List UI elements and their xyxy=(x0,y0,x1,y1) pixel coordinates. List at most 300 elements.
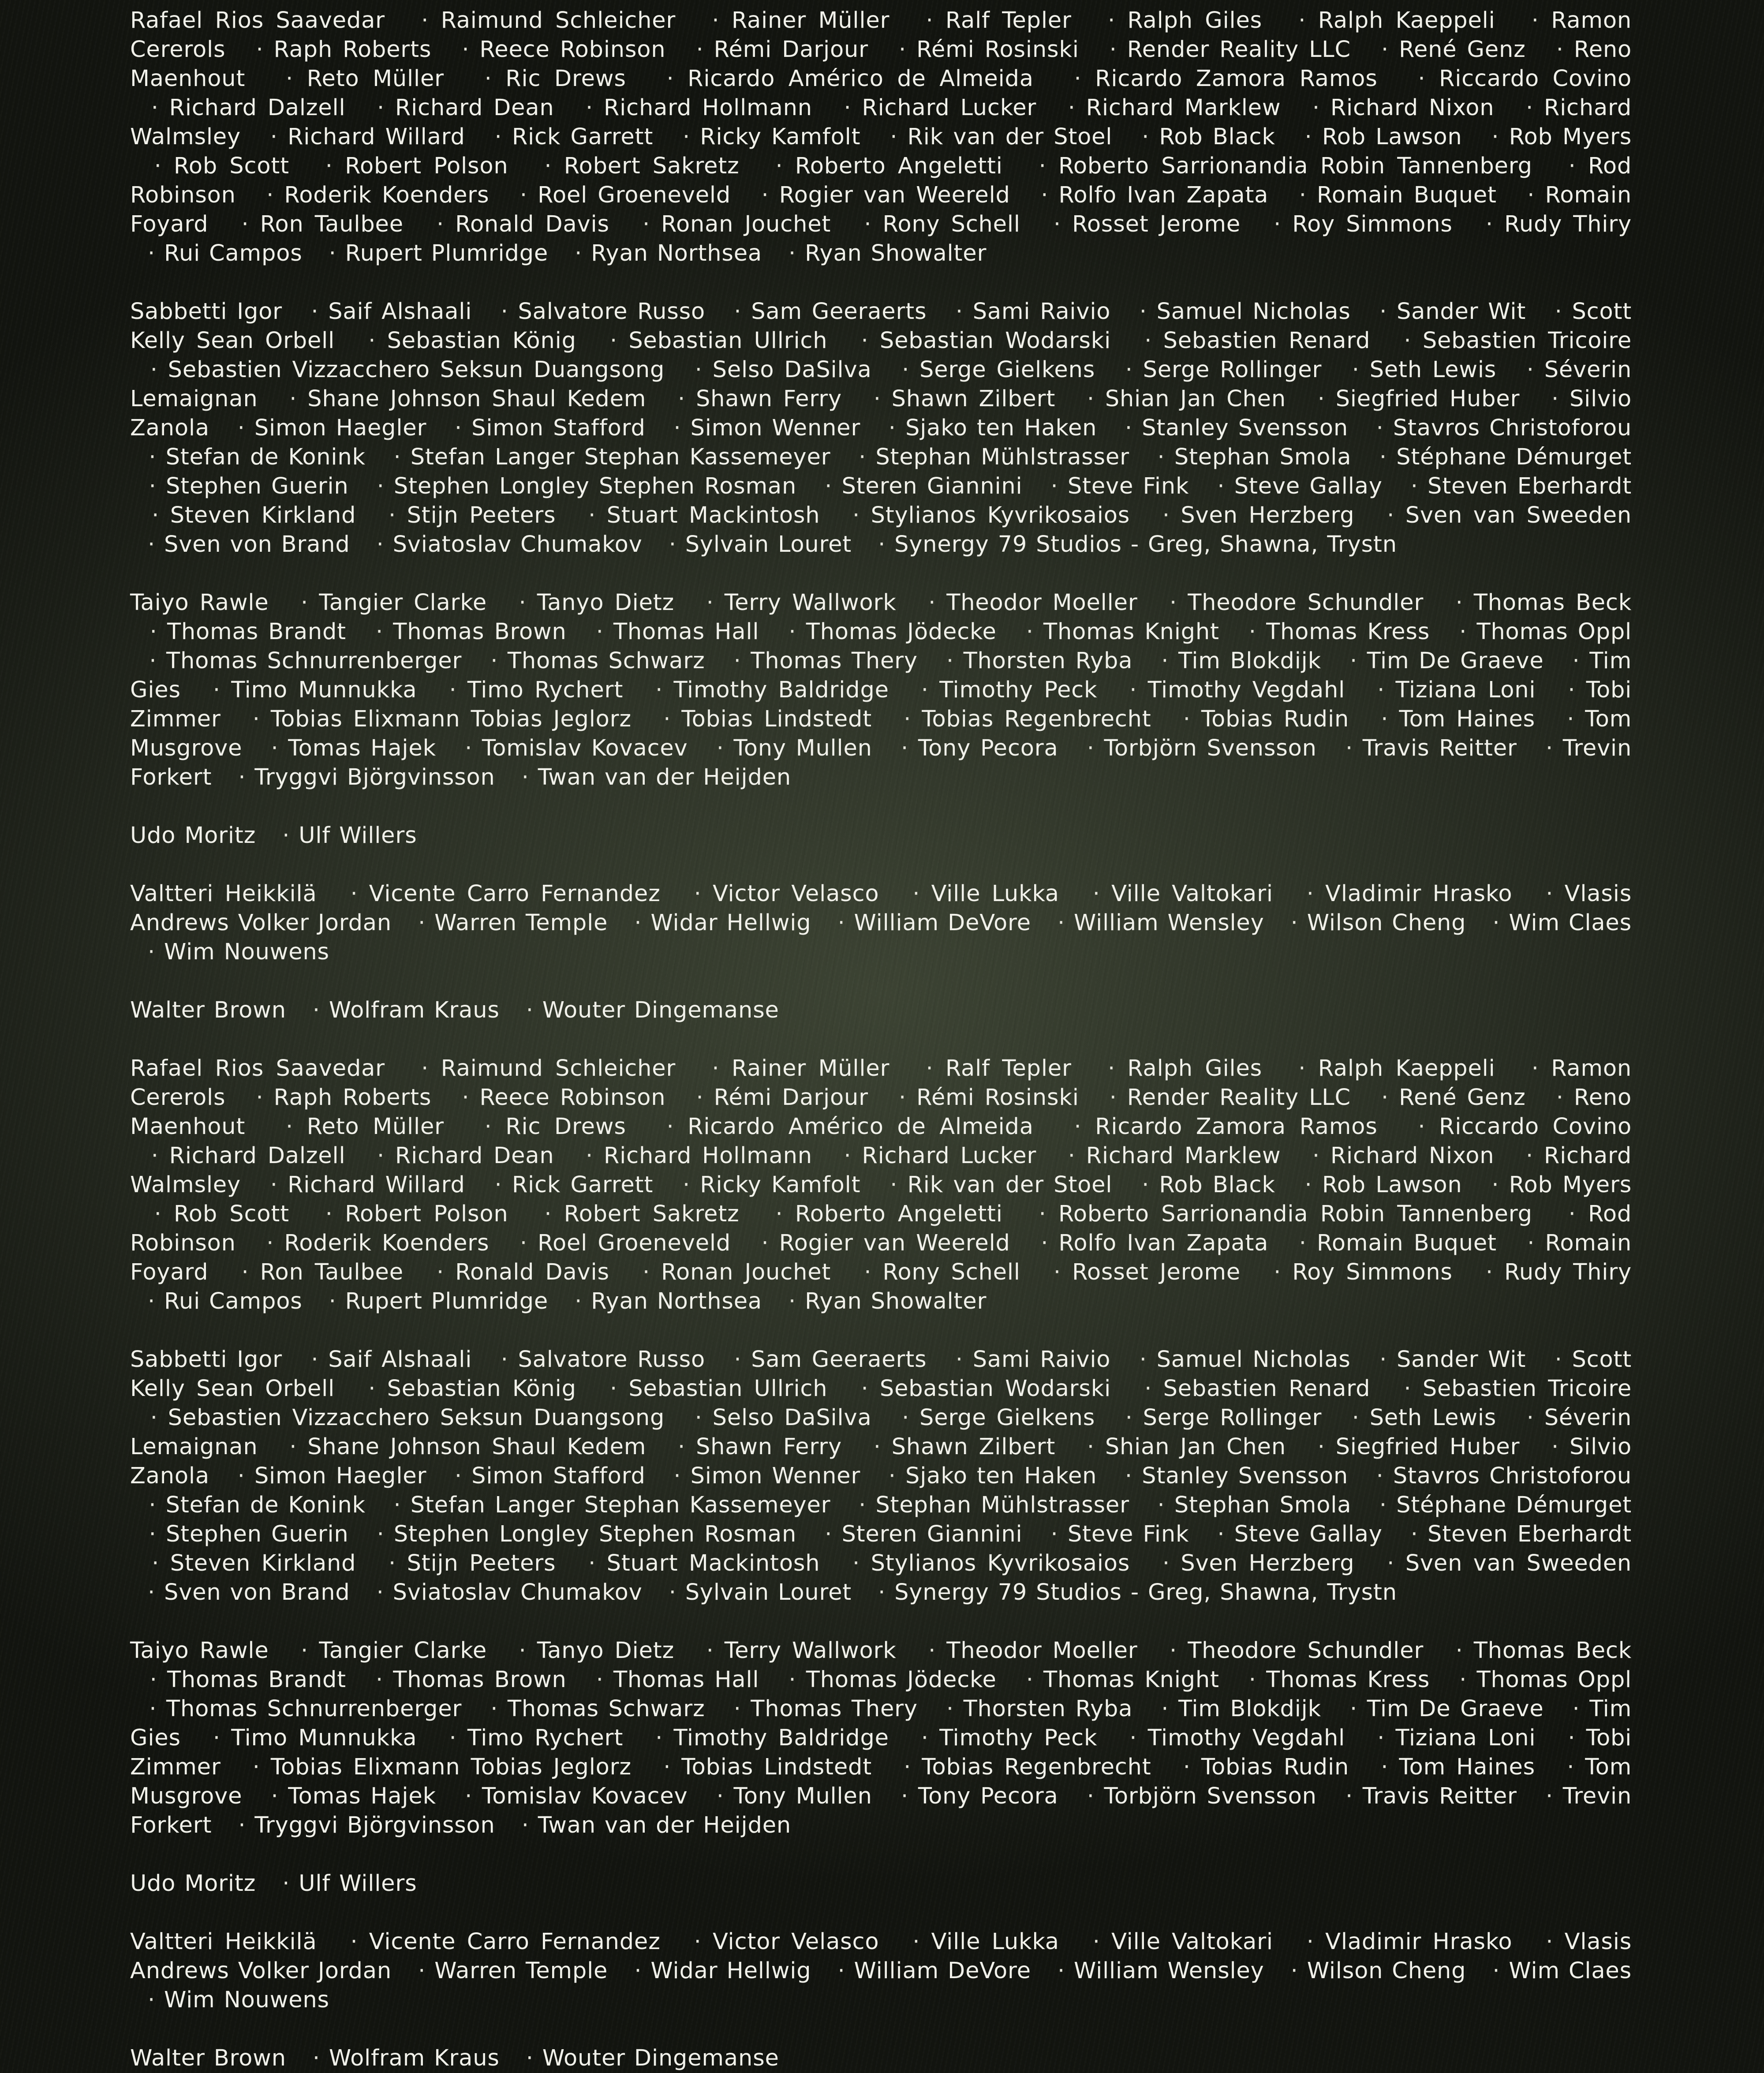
contributor-name: · Widar Hellwig xyxy=(617,910,811,936)
contributor-name: · Ville Lukka xyxy=(890,881,1059,907)
contributor-name: · Ricardo Zamora Ramos xyxy=(1047,66,1377,92)
contributor-name: · Travis Reitter xyxy=(1327,735,1517,761)
contributor-name: · Wouter Dingemanse xyxy=(508,2045,779,2071)
contributor-name: · Richard Dalzell xyxy=(130,95,345,121)
contributor-name: · Richard Dean xyxy=(356,95,554,121)
contributor-name: · Tony Mullen xyxy=(697,735,872,761)
contributor-name: · Tobias Rudin xyxy=(1162,706,1349,732)
contributor-name: · Vladimir Hrasko xyxy=(1284,881,1512,907)
contributor-name: · Seth Lewis xyxy=(1332,357,1496,383)
contributor-name: · Thomas Brown xyxy=(356,619,566,645)
contributor-name: · Steve Gallay xyxy=(1199,1521,1383,1547)
contributor-name: · Tim Blokdijk xyxy=(1142,648,1321,674)
contributor-name: · Tomas Hajek xyxy=(252,735,436,761)
contributor-name: · Rupert Plumridge xyxy=(311,1288,548,1314)
contributor-name: · Ralph Giles xyxy=(1084,1055,1262,1081)
contributor-name: · Rob Black xyxy=(1122,1172,1275,1198)
contributor-name: · Stylianos Kyvrikosaios xyxy=(831,502,1130,528)
contributor-name: · Rob Black xyxy=(1122,124,1275,150)
contributor-name: · Séverin Lemaignan xyxy=(130,357,1632,412)
contributor-name: · Vicente Carro Fernandez xyxy=(328,1929,661,1955)
contributor-name: · Stéphane Démurget xyxy=(1361,1492,1632,1518)
contributor-name: · Rob Lawson xyxy=(1285,1172,1462,1198)
contributor-name: · Tangier Clarke xyxy=(280,590,487,616)
contributor-name: · Thomas Beck xyxy=(1434,590,1632,616)
contributor-name: · Ryan Northsea xyxy=(557,1288,762,1314)
contributor-name: · Richard Lucker xyxy=(823,1143,1036,1169)
contributor-name: · Thomas Hall xyxy=(576,1667,759,1693)
credits-block xyxy=(130,6,1632,1025)
contributor-name: · Rob Myers xyxy=(1472,1172,1632,1198)
contributor-name: · Tobias Regenbrecht xyxy=(882,706,1151,732)
contributor-name: · Ronald Davis xyxy=(415,1259,609,1285)
contributor-name: · Thomas Schwarz xyxy=(471,1696,705,1722)
contributor-name: · Rainer Müller xyxy=(688,7,890,34)
contributor-name: · Richard Nixon xyxy=(1291,1143,1494,1169)
contributor-name: · Tim De Graeve xyxy=(1331,1696,1544,1722)
contributor-name: · Stephan Mühlstrasser xyxy=(840,444,1129,470)
contributor-name: · Vicente Carro Fernandez xyxy=(328,881,661,907)
contributor-name: Rafael Rios Saavedar xyxy=(130,1055,385,1081)
contributor-name: · Ryan Showalter xyxy=(771,1288,987,1314)
contributor-name: · Shane Johnson Shaul Kedem xyxy=(268,386,646,412)
contributor-name: · Ville Valtokari xyxy=(1070,1929,1273,1955)
contributor-name: · Serge Gielkens xyxy=(882,357,1095,383)
contributor-name: · Siegfried Huber xyxy=(1297,1434,1520,1460)
contributor-name: · Steren Giannini xyxy=(806,1521,1022,1547)
contributor-name: Rafael Rios Saavedar xyxy=(130,7,385,34)
contributor-name: · Rob Myers xyxy=(1472,124,1632,150)
contributor-name: · Rob Lawson xyxy=(1285,124,1462,150)
contributor-name: · Trevin Forkert xyxy=(130,735,1632,790)
contributor-name: · Tim Blokdijk xyxy=(1142,1696,1321,1722)
contributor-name: · Wilson Cheng xyxy=(1273,1958,1466,1984)
contributor-name: · Rod Robinson xyxy=(130,153,1632,208)
contributor-name: · Render Reality LLC xyxy=(1089,37,1351,63)
contributor-name: · Sylvain Louret xyxy=(651,531,852,558)
contributor-name: · Ramon Cererols xyxy=(130,1055,1632,1111)
contributor-name: · Salvatore Russo xyxy=(482,1347,705,1373)
credits-section-u xyxy=(130,1869,1632,1898)
contributor-name: · Roy Simmons xyxy=(1252,211,1453,237)
contributor-name: · Thomas Oppl xyxy=(1440,619,1632,645)
contributor-name: · Raph Roberts xyxy=(235,37,431,63)
contributor-name: · Simon Stafford xyxy=(436,415,645,441)
contributor-name: Walter Brown xyxy=(130,997,286,1023)
contributor-name: · Stanley Svensson xyxy=(1106,415,1348,441)
contributor-name: · Widar Hellwig xyxy=(617,1958,811,1984)
contributor-name: · Rémi Rosinski xyxy=(878,1085,1079,1111)
contributor-name: · Tony Pecora xyxy=(882,1783,1058,1809)
contributor-name: · Simon Wenner xyxy=(655,415,860,441)
contributor-name: · Sebastian König xyxy=(346,328,576,354)
contributor-name: · Rui Campos xyxy=(130,240,303,266)
contributor-name: · Ronald Davis xyxy=(415,211,609,237)
contributor-name: · Timothy Baldridge xyxy=(634,1725,889,1751)
contributor-name: · Thorsten Ryba xyxy=(927,648,1133,674)
contributor-name: · Tom Musgrove xyxy=(130,1754,1632,1809)
contributor-name: · Wilson Cheng xyxy=(1273,910,1466,936)
contributor-name: · René Genz xyxy=(1361,1085,1526,1111)
contributor-name: · William Wensley xyxy=(1040,1958,1264,1984)
contributor-name: · Tobias Rudin xyxy=(1162,1754,1349,1780)
contributor-name: · Sylvain Louret xyxy=(651,1579,852,1605)
contributor-name: · Richard Dalzell xyxy=(130,1143,345,1169)
contributor-name: · Timothy Peck xyxy=(900,677,1097,703)
contributor-name: · Tobi Zimmer xyxy=(130,677,1632,732)
contributor-name: · Theodor Moeller xyxy=(907,1638,1138,1664)
contributor-name: Udo Moritz xyxy=(130,1871,256,1897)
contributor-name: · Thomas Thery xyxy=(714,648,918,674)
contributor-name: · Wolfram Kraus xyxy=(295,997,500,1023)
contributor-name: · Siegfried Huber xyxy=(1297,386,1520,412)
contributor-name: · Timothy Vegdahl xyxy=(1108,677,1345,703)
contributor-name: · Sam Geeraerts xyxy=(715,299,927,325)
contributor-name: · Steven Eberhardt xyxy=(1392,473,1632,499)
contributor-name: · Victor Velasco xyxy=(672,881,879,907)
contributor-name: · Timo Munnukka xyxy=(191,1725,417,1751)
contributor-name: · Rogier van Weereld xyxy=(741,182,1010,208)
contributor-name: Sabbetti Igor xyxy=(130,299,282,325)
contributor-name: · Thomas Schwarz xyxy=(471,648,705,674)
contributor-name: · Thomas Jödecke xyxy=(769,1667,997,1693)
contributor-name: · Roel Groeneveld xyxy=(500,182,731,208)
contributor-name: · Steren Giannini xyxy=(806,473,1022,499)
contributor-name: · Stephen Longley Stephen Rosman xyxy=(358,1521,796,1547)
contributor-name: · Ralf Tepler xyxy=(902,7,1072,34)
contributor-name: · Timothy Vegdahl xyxy=(1108,1725,1345,1751)
contributor-name: · Rick Garrett xyxy=(475,124,653,150)
contributor-name: · Tryggvi Björgvinsson xyxy=(220,764,495,790)
contributor-name: · Ricardo Américo de Almeida xyxy=(639,66,1033,92)
contributor-name: · Steve Fink xyxy=(1032,1521,1189,1547)
contributor-name: · Richard Dean xyxy=(356,1143,554,1169)
contributor-name: · Ulf Willers xyxy=(265,823,417,849)
contributor-name: · Rogier van Weereld xyxy=(741,1230,1010,1256)
contributor-name: · Roy Simmons xyxy=(1252,1259,1453,1285)
credits-section-r xyxy=(130,1054,1632,1316)
contributor-name: · Sander Wit xyxy=(1360,1347,1526,1373)
contributor-name: · Simon Wenner xyxy=(655,1463,860,1489)
contributor-name: · Romain Foyard xyxy=(130,1230,1632,1285)
contributor-name: · Timothy Baldridge xyxy=(634,677,889,703)
contributor-name: · Ron Taulbee xyxy=(219,211,403,237)
contributor-name: · Ulf Willers xyxy=(265,1871,417,1897)
contributor-name: · William DeVore xyxy=(820,1958,1031,1984)
contributor-name: · Ralph Kaeppeli xyxy=(1274,1055,1495,1081)
credits-scroll xyxy=(130,6,1632,2073)
contributor-name: · Sviatoslav Chumakov xyxy=(359,1579,643,1605)
contributor-name: · Tryggvi Björgvinsson xyxy=(220,1812,495,1838)
contributor-name: · Sven van Sweeden xyxy=(1365,502,1632,528)
credits-section-w xyxy=(130,2044,1632,2073)
contributor-name: · Steve Gallay xyxy=(1199,473,1383,499)
contributor-name: · Ronan Jouchet xyxy=(620,211,831,237)
contributor-name: · Tom Haines xyxy=(1360,706,1535,732)
contributor-name: · Wim Claes xyxy=(1475,1958,1632,1984)
contributor-name: · Ricky Kamfolt xyxy=(663,1172,860,1198)
contributor-name: · Thorsten Ryba xyxy=(927,1696,1133,1722)
contributor-name: · Silvio Zanola xyxy=(130,1434,1632,1489)
contributor-name: · Sebastien Tricoire xyxy=(1382,1376,1632,1402)
contributor-name: · Sebastian Wodarski xyxy=(839,1376,1111,1402)
contributor-name: · Rémi Darjour xyxy=(676,1085,868,1111)
contributor-name: · Roderik Koenders xyxy=(246,1230,490,1256)
contributor-name: · Thomas Brandt xyxy=(130,619,346,645)
credits-section-v xyxy=(130,879,1632,967)
contributor-name: · Tobias Lindstedt xyxy=(642,1754,872,1780)
contributor-name: · Sebastian Ullrich xyxy=(587,1376,827,1402)
contributor-name: · Theodore Schundler xyxy=(1148,590,1424,616)
contributor-name: · Stefan Langer Stephan Kassemeyer xyxy=(375,1492,830,1518)
contributor-name: · Riccardo Covino xyxy=(1391,66,1632,92)
contributor-name: · Steve Fink xyxy=(1032,473,1189,499)
contributor-name: · Roderik Koenders xyxy=(246,182,490,208)
contributor-name: · Roel Groeneveld xyxy=(500,1230,731,1256)
contributor-name: · Wim Claes xyxy=(1475,910,1632,936)
contributor-name: · Stephan Smola xyxy=(1139,444,1351,470)
contributor-name: · Shawn Zilbert xyxy=(852,386,1055,412)
contributor-name: · Séverin Lemaignan xyxy=(130,1405,1632,1460)
contributor-name: · Robert Polson xyxy=(301,1201,508,1227)
contributor-name: · Wim Nouwens xyxy=(130,939,329,965)
contributor-name: · Tomas Hajek xyxy=(252,1783,436,1809)
contributor-name: · Sebastien Tricoire xyxy=(1382,328,1632,354)
contributor-name: · Sander Wit xyxy=(1360,299,1526,325)
contributor-name: · Travis Reitter xyxy=(1327,1783,1517,1809)
contributor-name: · Roberto Angeletti xyxy=(751,1201,1003,1227)
contributor-name: · Riccardo Covino xyxy=(1391,1114,1632,1140)
contributor-name: · Reno Maenhout xyxy=(130,1085,1632,1140)
contributor-name: · Ronan Jouchet xyxy=(620,1259,831,1285)
contributor-name: · Thomas Oppl xyxy=(1440,1667,1632,1693)
contributor-name: · Thomas Brandt xyxy=(130,1667,346,1693)
contributor-name: · Tim Gies xyxy=(130,1696,1632,1751)
contributor-name: · Richard Lucker xyxy=(823,95,1036,121)
contributor-name: · Rudy Thiry xyxy=(1464,211,1632,237)
contributor-name: · Richard Nixon xyxy=(1291,95,1494,121)
contributor-name: · Theodore Schundler xyxy=(1148,1638,1424,1664)
contributor-name: · Stefan Langer Stephan Kassemeyer xyxy=(375,444,830,470)
contributor-name: · Synergy 79 Studios - Greg, Shawna, Trystn xyxy=(860,531,1397,558)
contributor-name: · Saif Alshaali xyxy=(292,1347,472,1373)
contributor-name: · Ricardo Zamora Ramos xyxy=(1047,1114,1377,1140)
contributor-name: · Tom Musgrove xyxy=(130,706,1632,761)
contributor-name: · Steven Kirkland xyxy=(130,502,356,528)
contributor-name: · Rik van der Stoel xyxy=(871,124,1113,150)
contributor-name: · Simon Haegler xyxy=(219,415,426,441)
contributor-name: · Vladimir Hrasko xyxy=(1284,1929,1512,1955)
contributor-name: · Stuart Mackintosh xyxy=(567,1550,820,1576)
contributor-name: · Reto Müller xyxy=(259,1114,444,1140)
contributor-name: · Ville Valtokari xyxy=(1070,881,1273,907)
contributor-name: · Ric Drews xyxy=(458,66,626,92)
contributor-name: · Roberto Sarrionandia Robin Tannenberg xyxy=(1015,153,1532,179)
contributor-name: · Ricardo Américo de Almeida xyxy=(639,1114,1033,1140)
contributor-name: · Twan van der Heijden xyxy=(504,764,791,790)
contributor-name: · Render Reality LLC xyxy=(1089,1085,1351,1111)
contributor-name: · Thomas Thery xyxy=(714,1696,918,1722)
contributor-name: · Richard Hollmann xyxy=(564,1143,812,1169)
contributor-name: · William Wensley xyxy=(1040,910,1264,936)
contributor-name: · Sven van Sweeden xyxy=(1365,1550,1632,1576)
contributor-name: · Shawn Ferry xyxy=(657,386,842,412)
contributor-name: · Rony Schell xyxy=(842,1259,1020,1285)
contributor-name: · Rudy Thiry xyxy=(1464,1259,1632,1285)
contributor-name: · Shian Jan Chen xyxy=(1066,1434,1286,1460)
contributor-name: · Raimund Schleicher xyxy=(397,7,676,34)
credits-section-r xyxy=(130,6,1632,268)
contributor-name: · Stephen Guerin xyxy=(130,1521,349,1547)
contributor-name: · Tobias Regenbrecht xyxy=(882,1754,1151,1780)
contributor-name: · Tangier Clarke xyxy=(280,1638,487,1664)
contributor-name: · Ralph Kaeppeli xyxy=(1274,7,1495,34)
contributor-name: · Thomas Kress xyxy=(1229,619,1430,645)
contributor-name: · Stylianos Kyvrikosaios xyxy=(831,1550,1130,1576)
contributor-name: Walter Brown xyxy=(130,2045,286,2071)
contributor-name: · Ryan Northsea xyxy=(557,240,762,266)
contributor-name: · Ric Drews xyxy=(458,1114,626,1140)
contributor-name: · Robert Polson xyxy=(301,153,508,179)
contributor-name: · Thomas Jödecke xyxy=(769,619,997,645)
contributor-name: · Richard Willard xyxy=(250,124,465,150)
contributor-name: · Tony Pecora xyxy=(882,735,1058,761)
contributor-name: · Ville Lukka xyxy=(890,1929,1059,1955)
contributor-name: · Serge Rollinger xyxy=(1105,357,1322,383)
contributor-name: · Sebastian Ullrich xyxy=(587,328,827,354)
contributor-name: · Warren Temple xyxy=(400,910,608,936)
contributor-name: · Romain Buquet xyxy=(1278,1230,1496,1256)
contributor-name: · Rolfo Ivan Zapata xyxy=(1020,1230,1268,1256)
contributor-name: · René Genz xyxy=(1361,37,1526,63)
contributor-name: · Tiziana Loni xyxy=(1356,677,1536,703)
credits-section-w xyxy=(130,996,1632,1025)
contributor-name: · Vlasis Andrews Volker Jordan xyxy=(130,1929,1632,1984)
contributor-name: · Stanley Svensson xyxy=(1106,1463,1348,1489)
contributor-name: · Rolfo Ivan Zapata xyxy=(1020,182,1268,208)
contributor-name: · Selso DaSilva xyxy=(675,357,871,383)
contributor-name: · Tanyo Dietz xyxy=(497,590,674,616)
credits-section-u xyxy=(130,821,1632,850)
contributor-name: · Sami Raivio xyxy=(936,1347,1110,1373)
contributor-name: Taiyo Rawle xyxy=(130,1638,269,1664)
contributor-name: · Reece Robinson xyxy=(441,1085,665,1111)
contributor-name: · Sven von Brand xyxy=(130,1579,350,1605)
contributor-name: · Thomas Schnurrenberger xyxy=(130,1696,462,1722)
contributor-name: · Stefan de Konink xyxy=(130,444,366,470)
contributor-name: · Vlasis Andrews Volker Jordan xyxy=(130,881,1632,936)
contributor-name: · Tobias Elixmann Tobias Jeglorz xyxy=(232,1754,632,1780)
contributor-name: · Rosset Jerome xyxy=(1031,211,1241,237)
contributor-name: · Sebastien Renard xyxy=(1122,1376,1370,1402)
contributor-name: · Ron Taulbee xyxy=(219,1259,403,1285)
contributor-name: · Shawn Ferry xyxy=(657,1434,842,1460)
contributor-name: · Victor Velasco xyxy=(672,1929,879,1955)
contributor-name: Valtteri Heikkilä xyxy=(130,1929,317,1955)
contributor-name: · Wolfram Kraus xyxy=(295,2045,500,2071)
contributor-name: · Richard Walmsley xyxy=(130,1143,1632,1198)
contributor-name: · Thomas Brown xyxy=(356,1667,566,1693)
contributor-name: · Seth Lewis xyxy=(1332,1405,1496,1431)
credits-section-t xyxy=(130,588,1632,792)
contributor-name: · Silvio Zanola xyxy=(130,386,1632,441)
contributor-name: · Sjako ten Haken xyxy=(870,415,1097,441)
contributor-name: · Wim Nouwens xyxy=(130,1987,329,2013)
credits-section-t xyxy=(130,1636,1632,1840)
contributor-name: · Ramon Cererols xyxy=(130,7,1632,63)
contributor-name: · Rob Scott xyxy=(130,1201,289,1227)
credits-section-v xyxy=(130,1927,1632,2015)
contributor-name: · Sviatoslav Chumakov xyxy=(359,531,643,558)
contributor-name: · Tomislav Kovacev xyxy=(446,735,688,761)
contributor-name: · Shian Jan Chen xyxy=(1066,386,1286,412)
contributor-name: · Rémi Rosinski xyxy=(878,37,1079,63)
contributor-name: · Saif Alshaali xyxy=(292,299,472,325)
contributor-name: · Robert Sakretz xyxy=(520,153,740,179)
contributor-name: · Warren Temple xyxy=(400,1958,608,1984)
contributor-name: · Thomas Schnurrenberger xyxy=(130,648,462,674)
contributor-name: · Rony Schell xyxy=(842,211,1020,237)
contributor-name: · Rick Garrett xyxy=(475,1172,653,1198)
contributor-name: · Thomas Knight xyxy=(1006,619,1219,645)
contributor-name: · Sebastian Wodarski xyxy=(839,328,1111,354)
contributor-name: · Stijn Peeters xyxy=(367,1550,556,1576)
contributor-name: · Sebastien Renard xyxy=(1122,328,1370,354)
contributor-name: · Tony Mullen xyxy=(697,1783,872,1809)
contributor-name: · Selso DaSilva xyxy=(675,1405,871,1431)
contributor-name: · Thomas Hall xyxy=(576,619,759,645)
contributor-name: · Sjako ten Haken xyxy=(870,1463,1097,1489)
contributor-name: · Richard Hollmann xyxy=(564,95,812,121)
contributor-name: · Samuel Nicholas xyxy=(1120,1347,1351,1373)
contributor-name: · Stavros Christoforou xyxy=(1357,1463,1632,1489)
credits-section-s xyxy=(130,1345,1632,1607)
contributor-name: · Rob Scott xyxy=(130,153,289,179)
contributor-name: · Tiziana Loni xyxy=(1356,1725,1536,1751)
contributor-name: · Timo Rychert xyxy=(428,1725,623,1751)
contributor-name: Udo Moritz xyxy=(130,823,256,849)
contributor-name: · Serge Rollinger xyxy=(1105,1405,1322,1431)
contributor-name: · Tobi Zimmer xyxy=(130,1725,1632,1780)
contributor-name: · Romain Buquet xyxy=(1278,182,1496,208)
contributor-name: · Rupert Plumridge xyxy=(311,240,548,266)
contributor-name: · Stephan Smola xyxy=(1139,1492,1351,1518)
contributor-name: · Ricky Kamfolt xyxy=(663,124,860,150)
contributor-name: · Tobias Lindstedt xyxy=(642,706,872,732)
contributor-name: · Sami Raivio xyxy=(936,299,1110,325)
contributor-name: · Rosset Jerome xyxy=(1031,1259,1241,1285)
contributor-name: · Simon Stafford xyxy=(436,1463,645,1489)
contributor-name: · Reece Robinson xyxy=(441,37,665,63)
contributor-name: · Roberto Sarrionandia Robin Tannenberg xyxy=(1015,1201,1532,1227)
contributor-name: · Steven Eberhardt xyxy=(1392,1521,1632,1547)
contributor-name: · Sebastien Vizzacchero Seksun Duangsong xyxy=(130,357,665,383)
credits-block-repeat xyxy=(130,1054,1632,2073)
contributor-name: · Sebastian König xyxy=(346,1376,576,1402)
contributor-name: · Sven Herzberg xyxy=(1141,502,1355,528)
contributor-name: · Ralph Giles xyxy=(1084,7,1262,34)
contributor-name: · Samuel Nicholas xyxy=(1120,299,1351,325)
contributor-name: · Stephen Guerin xyxy=(130,473,349,499)
contributor-name: · Tom Haines xyxy=(1360,1754,1535,1780)
contributor-name: · William DeVore xyxy=(820,910,1031,936)
contributor-name: · Shane Johnson Shaul Kedem xyxy=(268,1434,646,1460)
contributor-name: · Raph Roberts xyxy=(235,1085,431,1111)
contributor-name: · Sebastien Vizzacchero Seksun Duangsong xyxy=(130,1405,665,1431)
contributor-name: · Reto Müller xyxy=(259,66,444,92)
contributor-name: · Thomas Beck xyxy=(1434,1638,1632,1664)
contributor-name: · Steven Kirkland xyxy=(130,1550,356,1576)
